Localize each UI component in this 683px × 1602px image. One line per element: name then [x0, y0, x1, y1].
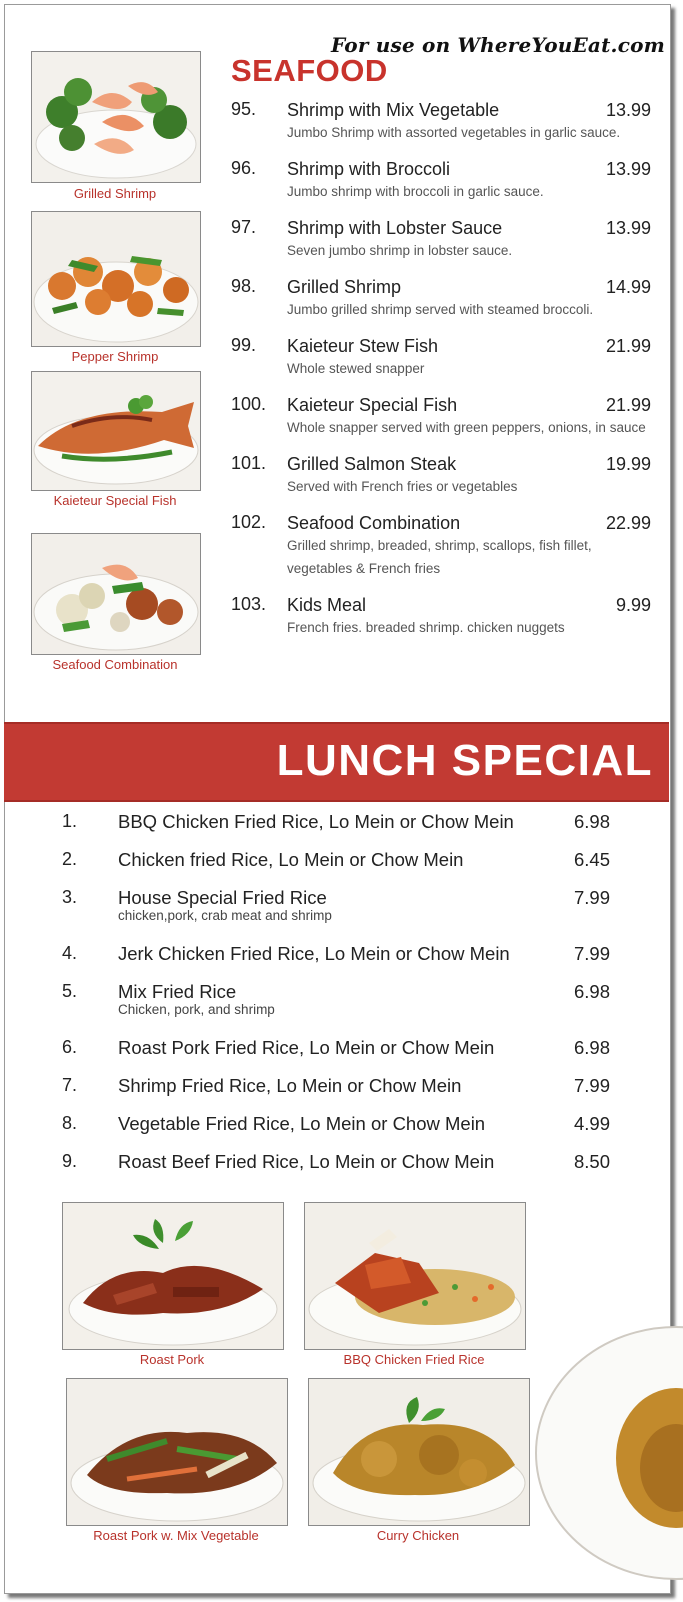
roast-pork-mix-vegetable-photo	[66, 1378, 288, 1526]
item-number: 101.	[231, 453, 267, 473]
item-name: Shrimp with Lobster Sauce	[287, 218, 503, 238]
item-name: BBQ Chicken Fried Rice, Lo Mein or Chow Mein	[118, 811, 514, 832]
item-number: 5.	[62, 981, 78, 1001]
item-name: House Special Fried Rice	[118, 887, 327, 908]
item-name: Kids Meal	[287, 595, 367, 615]
seafood-title: SEAFOOD	[231, 53, 388, 88]
item-number: 99.	[231, 335, 257, 355]
item-name: Roast Pork Fried Rice, Lo Mein or Chow Mein	[118, 1037, 495, 1058]
grilled-shrimp-image	[32, 52, 200, 182]
photo-caption: Grilled Shrimp	[73, 186, 157, 201]
item-name: Shrimp with Broccoli	[287, 159, 451, 179]
partial-plate-photo	[526, 1318, 683, 1588]
menu-item	[62, 981, 610, 1037]
item-description: Whole stewed snapper	[287, 361, 425, 376]
photo-caption: Kaieteur Special Fish	[53, 493, 177, 508]
item-number: 4.	[62, 943, 78, 963]
roast-pork-photo	[62, 1202, 284, 1350]
menu-item	[62, 1151, 610, 1189]
item-description: Whole snapper served with green peppers, onions, in sauce	[287, 420, 646, 435]
menu-item	[231, 512, 651, 580]
item-name: Kaieteur Special Fish	[287, 395, 458, 415]
roast-pork-mix-vegetable-image	[67, 1379, 287, 1525]
seafood-combination-photo	[31, 533, 201, 655]
grilled-shrimp-photo	[31, 51, 201, 183]
item-name: Roast Beef Fried Rice, Lo Mein or Chow Mein	[118, 1151, 495, 1172]
seafood-combination-image	[32, 534, 200, 654]
watermark-text: For use on WhereYouEat.com	[331, 33, 665, 57]
roast-pork-image	[63, 1203, 283, 1349]
item-name: Grilled Salmon Steak	[287, 454, 457, 474]
item-price: 13.99	[605, 218, 651, 238]
item-price: 9.99	[615, 595, 651, 615]
lunch-special-banner	[4, 722, 669, 802]
item-price: 6.45	[573, 849, 610, 870]
item-description: Seven jumbo shrimp in lobster sauce.	[287, 243, 513, 258]
lunch-special-list	[62, 811, 610, 1189]
menu-item	[231, 453, 651, 498]
item-name: Vegetable Fried Rice, Lo Mein or Chow Mein	[118, 1113, 486, 1134]
item-description: Jumbo grilled shrimp served with steamed broccoli.	[287, 302, 594, 317]
item-price: 21.99	[605, 336, 651, 356]
photo-caption: BBQ Chicken Fried Rice	[343, 1352, 485, 1367]
menu-item	[62, 943, 610, 981]
item-price: 14.99	[605, 277, 651, 297]
bbq-chicken-fried-rice-image	[305, 1203, 525, 1349]
item-price: 7.99	[573, 887, 610, 908]
menu-item	[62, 887, 610, 943]
menu-item	[231, 594, 651, 639]
item-description: Jumbo shrimp with broccoli in garlic sauce.	[287, 184, 544, 199]
item-number: 8.	[62, 1113, 78, 1133]
lunch-special-title: LUNCH SPECIAL	[276, 736, 653, 785]
menu-item	[62, 811, 610, 849]
item-number: 100.	[231, 394, 267, 414]
seafood-list	[231, 99, 651, 653]
photo-caption: Roast Pork	[139, 1352, 205, 1367]
item-description: Served with French fries or vegetables	[287, 479, 518, 494]
item-number: 1.	[62, 811, 78, 831]
menu-item	[62, 849, 610, 887]
item-number: 95.	[231, 99, 257, 119]
item-name: Kaieteur Stew Fish	[287, 336, 439, 356]
item-description: Grilled shrimp, breaded, shrimp, scallops, fish fillet, vegetables & French fries	[287, 538, 592, 576]
photo-caption: Curry Chicken	[376, 1528, 460, 1543]
photo-caption: Pepper Shrimp	[71, 349, 159, 364]
kaieteur-special-fish-photo	[31, 371, 201, 491]
item-number: 7.	[62, 1075, 78, 1095]
curry-chicken-photo	[308, 1378, 530, 1526]
item-name: Shrimp with Mix Vegetable	[287, 100, 500, 120]
item-price: 8.50	[573, 1151, 610, 1172]
item-description: French fries. breaded shrimp. chicken nuggets	[287, 620, 565, 635]
item-number: 2.	[62, 849, 78, 869]
menu-item	[231, 217, 651, 262]
item-price: 7.99	[573, 943, 610, 964]
menu-item	[231, 99, 651, 144]
item-name: Chicken fried Rice, Lo Mein or Chow Mein	[118, 849, 464, 870]
curry-chicken-image	[309, 1379, 529, 1525]
menu-item	[62, 1075, 610, 1113]
item-name: Grilled Shrimp	[287, 277, 402, 297]
item-number: 98.	[231, 276, 257, 296]
item-name: Shrimp Fried Rice, Lo Mein or Chow Mein	[118, 1075, 462, 1096]
photo-caption: Seafood Combination	[52, 657, 178, 672]
kaieteur-special-fish-image	[32, 372, 200, 490]
item-price: 6.98	[573, 1037, 610, 1058]
item-name: Seafood Combination	[287, 513, 461, 533]
item-description: chicken,pork, crab meat and shrimp	[118, 908, 332, 923]
item-number: 3.	[62, 887, 78, 907]
bbq-chicken-fried-rice-photo	[304, 1202, 526, 1350]
item-price: 19.99	[605, 454, 651, 474]
item-number: 103.	[231, 594, 267, 614]
item-price: 22.99	[605, 513, 651, 533]
item-number: 6.	[62, 1037, 78, 1057]
item-price: 13.99	[605, 159, 651, 179]
partial-plate-image	[526, 1318, 683, 1588]
item-price: 13.99	[605, 100, 651, 120]
photo-caption: Roast Pork w. Mix Vegetable	[93, 1528, 259, 1543]
menu-item	[231, 335, 651, 380]
item-description: Jumbo Shrimp with assorted vegetables in garlic sauce.	[287, 125, 621, 140]
menu-item	[62, 1037, 610, 1075]
item-name: Mix Fried Rice	[118, 981, 237, 1002]
menu-item	[62, 1113, 610, 1151]
item-price: 7.99	[573, 1075, 610, 1096]
menu-item	[231, 158, 651, 203]
item-number: 96.	[231, 158, 257, 178]
item-price: 6.98	[573, 981, 610, 1002]
menu-item	[231, 276, 651, 321]
menu-item	[231, 394, 651, 439]
pepper-shrimp-image	[32, 212, 200, 346]
item-price: 6.98	[573, 811, 610, 832]
item-number: 102.	[231, 512, 267, 532]
item-name: Jerk Chicken Fried Rice, Lo Mein or Chow Mein	[118, 943, 510, 964]
item-number: 97.	[231, 217, 257, 237]
item-number: 9.	[62, 1151, 78, 1171]
pepper-shrimp-photo	[31, 211, 201, 347]
item-price: 21.99	[605, 395, 651, 415]
item-price: 4.99	[573, 1113, 610, 1134]
item-description: Chicken, pork, and shrimp	[118, 1002, 275, 1017]
